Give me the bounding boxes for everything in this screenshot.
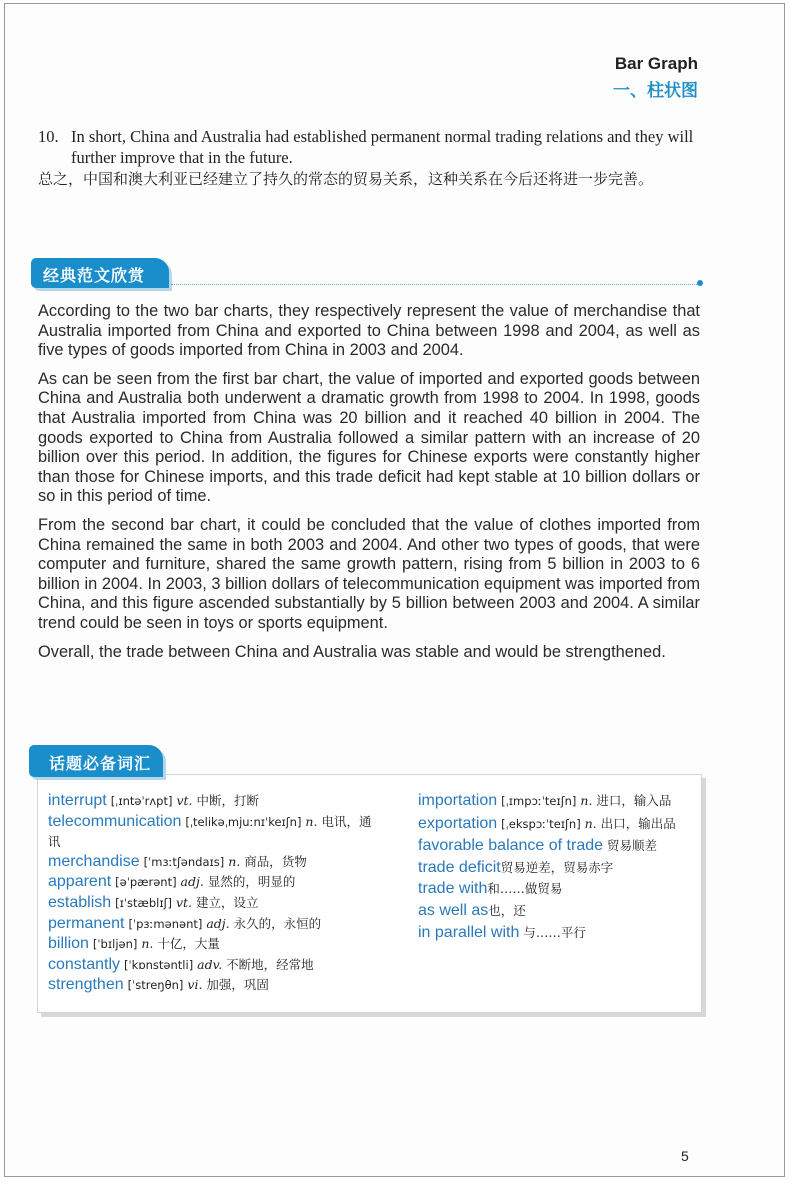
vocab-term: trade with [418,880,488,898]
vocab-pos: n. [580,793,593,808]
header-title-cn: 一、柱状图 [613,81,698,101]
vocab-meaning: 永久的，永恒的 [233,915,322,931]
vocab-meaning: 十亿，大量 [157,936,220,952]
section-tab [31,258,169,288]
vocab-meaning: 中断，打断 [196,793,260,808]
page-number: 5 [681,1148,689,1164]
vocab-pos: n. [228,853,241,869]
header-title-en: Bar Graph [614,54,698,73]
numbered-item-10 [38,126,708,190]
vocab-entry [48,914,378,935]
vocab-term: strengthen [48,976,124,994]
vocab-term: apparent [48,873,112,891]
vocab-section-title: 话题必备词汇 [49,754,152,773]
vocab-meaning: 加强，巩固 [206,977,269,993]
vocab-term: billion [48,935,89,953]
vocab-term: telecommunication [48,812,182,830]
vocab-pos: n. [141,936,154,952]
vocab-term: constantly [48,955,121,973]
vocab-term: favorable balance of trade [418,837,604,855]
vocab-meaning: 显然的，明显的 [207,874,296,890]
vocab-meaning: 商品，货物 [244,853,307,869]
vocab-ipa: [ˈpɜːmənənt] [128,916,203,931]
vocab-ipa: [ˌtelikəˌmjuːnɪˈkeɪʃn] [185,814,302,829]
vocab-column-left [48,791,378,996]
vocab-pos: n. [305,813,318,829]
vocab-ipa: [ˌekspɔːˈteɪʃn] [501,816,581,831]
sample-essay-heading [31,254,711,294]
running-header [613,54,698,101]
divider-dot [697,280,703,286]
vocab-entry [48,812,378,852]
vocab-meaning: 进口，输入品 [596,793,672,808]
vocab-entry [418,879,688,899]
vocab-term: permanent [48,914,125,932]
vocab-entry [48,934,378,955]
item-number: 10. [38,127,59,146]
vocab-column-right [418,791,688,944]
vocab-pos: vt. [176,793,193,808]
vocab-term: merchandise [48,852,140,870]
vocab-ipa: [ˌɪntəˈrʌpt] [110,794,173,808]
essay-paragraph: Overall, the trade between China and Australia was stable and would be strengthened. [38,642,666,661]
vocab-ipa: [ˈmɜːtʃəndaɪs] [143,854,225,869]
vocab-ipa: [ˈkɒnstəntli] [124,957,194,972]
vocab-entry [48,852,378,873]
essay-paragraph: As can be seen from the first bar chart, the value of imported and exported goods between China and Australia both underwent a dramatic growth from 1998 to 2004. In 1998, goods that Australia imported from China was 20 billion and it reached 40 billion in 2004. The goods exported to China from Australia followed a similar pattern with an increase of 20 billion over this period. In addition, the figures for Chinese exports were constantly higher than those for Chinese imports, and this trade deficit had kept stable at 10 billion dollars or so in this period of time. [38,369,700,506]
vocab-entry [418,836,688,856]
item-text-en: In short, China and Australia had established permanent normal trading relations and they will further improve that in the future. [71,127,694,167]
vocab-meaning: 与……平行 [523,924,586,940]
vocab-pos: adj. [206,915,230,931]
essay-paragraph: From the second bar chart, it could be concluded that the value of clothes imported from China remained the same in both 2003 and 2004. And other two types of goods, that were computer and furniture, shared the same growth pattern, rising from 5 billion in 2003 to 6 billion in 2004. In 2003, 3 billion dollars of telecommunication equipment was imported from China, and this figure ascended substantially by 5 billion between 2003 and 2004. A similar trend could be seen in toys or sports equipment. [38,515,700,632]
vocab-entry [418,814,688,835]
vocabulary-box [37,774,702,1013]
vocab-term: in parallel with [418,923,520,941]
vocab-meaning: 不断地，经常地 [226,956,314,972]
vocab-meaning: 和……做贸易 [487,881,563,897]
sample-essay [38,302,700,671]
vocab-pos: n. [584,815,597,831]
item-text-cn: 总之，中国和澳大利亚已经建立了持久的常态的贸易关系，这种关系在今后还将进一步完善。 [38,170,654,188]
vocab-ipa: [ɪˈstæblɪʃ] [115,895,172,910]
vocab-pos: vi. [187,977,203,993]
vocab-ipa: [ˌɪmpɔːˈteɪʃn] [501,794,577,808]
dotted-divider [171,284,701,285]
vocab-term: as well as [418,901,489,919]
vocab-entry [418,858,688,878]
vocab-entry [48,791,378,812]
vocab-meaning: 电讯，通讯 [48,813,372,850]
book-page [4,3,785,1177]
vocab-entry [48,872,378,893]
vocab-entry [418,791,688,812]
vocab-pos: adj. [180,874,204,890]
vocab-entry [418,901,688,921]
vocab-entry [48,893,378,914]
vocab-meaning: 建立，设立 [196,894,259,910]
vocab-ipa: [ˈbɪljən] [92,937,138,952]
vocab-entry [48,955,378,976]
vocab-term: establish [48,893,112,911]
vocab-meaning: 出口，输出品 [600,815,676,831]
vocab-entry [48,975,378,996]
vocab-term: exportation [418,814,498,832]
vocab-term: interrupt [48,792,107,809]
vocab-pos: adv. [197,956,223,972]
vocab-ipa: [əˈpærənt] [115,875,177,890]
section-title: 经典范文欣赏 [43,266,146,285]
vocab-pos: vt. [175,894,193,910]
vocab-meaning: 贸易逆差，贸易赤字 [500,859,614,875]
vocab-meaning: 贸易顺差 [607,838,658,854]
vocab-meaning: 也，还 [488,902,526,918]
vocab-term: trade deficit [418,858,501,876]
vocab-term: importation [418,792,498,809]
vocab-ipa: [ˈstreŋθn] [127,978,184,993]
vocab-entry [418,923,688,943]
essay-paragraph: According to the two bar charts, they respectively represent the value of merchandise that Australia imported from China and exported to China between 1998 and 2004, as well as five types of goods imported from China in 2003 and 2004. [38,302,700,360]
vocab-section-tab [29,745,163,777]
